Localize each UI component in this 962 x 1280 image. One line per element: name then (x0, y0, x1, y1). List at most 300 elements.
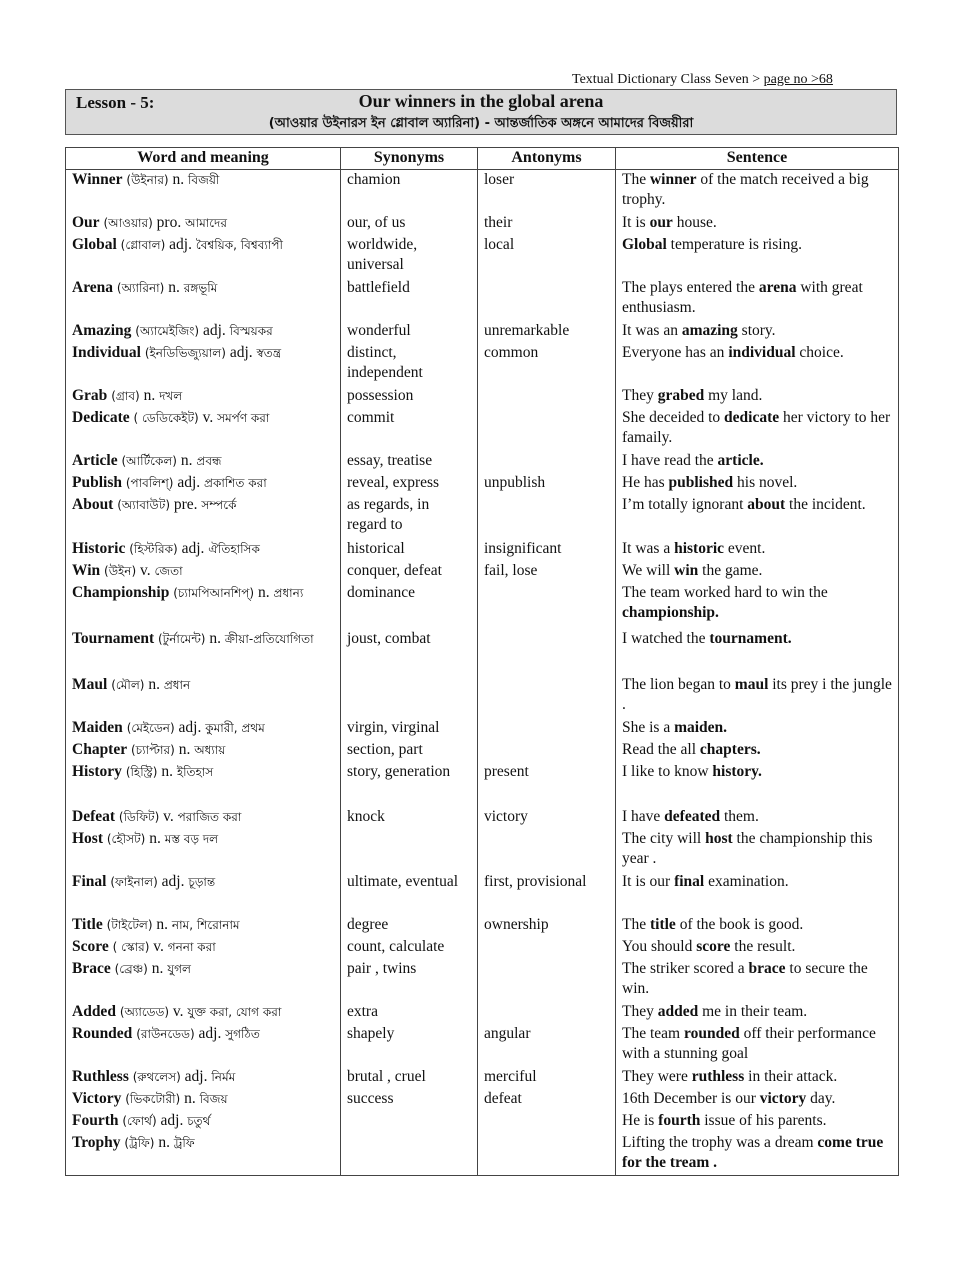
synonyms-cell: historical (341, 539, 478, 561)
headword: Publish (72, 473, 122, 491)
sentence-text: I have read the (622, 451, 718, 469)
sentence-text: her victory to her famaily. (622, 408, 891, 446)
bangla-meaning: ট্রফি (173, 1135, 195, 1150)
sentence-cell (616, 1067, 899, 1089)
vocabulary-table (65, 147, 899, 1176)
sentence-keyword: brace (748, 959, 786, 977)
sentence-keyword: dedicate (724, 408, 780, 426)
word-cell (66, 829, 341, 872)
sentence-cell (616, 561, 899, 583)
word-cell (66, 213, 341, 235)
sentence-text: He is (622, 1111, 659, 1129)
part-of-speech: n. (258, 583, 270, 601)
antonyms-cell: loser (478, 170, 616, 213)
table-row (66, 829, 899, 872)
pronunciation: (গ্লোবাল) (120, 237, 166, 252)
pronunciation: (রাউনডেড) (136, 1026, 195, 1041)
sentence-cell (616, 386, 899, 408)
sentence-keyword: Global (622, 235, 667, 253)
synonyms-cell: brutal , cruel (341, 1067, 478, 1089)
lesson-title: Our winners in the global arena (358, 91, 604, 111)
pronunciation: (মেইডেন) (126, 720, 175, 735)
antonyms-cell: ownership (478, 915, 616, 937)
sentence-text: They were (622, 1067, 692, 1085)
pronunciation: (হৌসট) (106, 831, 146, 846)
bangla-meaning: পরাজিত করা (177, 809, 242, 824)
sentence-cell (616, 473, 899, 495)
sentence-text: my land. (704, 386, 763, 404)
sentence-cell (616, 235, 899, 278)
sentence-text: The team worked hard to win the (622, 583, 828, 601)
table-row (66, 386, 899, 408)
antonyms-cell: victory (478, 807, 616, 829)
table-row (66, 872, 899, 915)
pronunciation: (রুথলেস) (132, 1069, 181, 1084)
part-of-speech: adj. (161, 872, 185, 890)
headword: Individual (72, 343, 141, 361)
antonyms-cell: unpublish (478, 473, 616, 495)
sentence-cell (616, 629, 899, 675)
table-row (66, 170, 899, 213)
antonyms-cell (478, 629, 616, 675)
sentence-keyword: published (668, 473, 734, 491)
word-cell (66, 235, 341, 278)
part-of-speech: n. (156, 915, 169, 933)
sentence-text: examination. (704, 872, 789, 890)
synonyms-cell: essay, treatise (341, 451, 478, 473)
synonyms-cell: knock (341, 807, 478, 829)
antonyms-cell (478, 386, 616, 408)
word-cell (66, 343, 341, 386)
pronunciation: (চ্যাপ্টার) (130, 742, 175, 757)
sentence-text: Everyone has an (622, 343, 729, 361)
sentence-text: Lifting the trophy was a dream (622, 1133, 818, 1151)
part-of-speech: v. (172, 1002, 184, 1020)
sentence-cell (616, 1089, 899, 1111)
word-cell (66, 762, 341, 807)
antonyms-cell (478, 718, 616, 740)
sentence-keyword: tournament. (709, 629, 792, 647)
synonyms-cell: virgin, virginal (341, 718, 478, 740)
word-cell (66, 386, 341, 408)
sentence-keyword: ruthless (691, 1067, 745, 1085)
sentence-keyword: article. (717, 451, 764, 469)
word-cell (66, 1024, 341, 1067)
part-of-speech: v. (153, 937, 164, 955)
bangla-meaning: বিস্ময়কর (229, 323, 273, 338)
sentence-keyword: maul (734, 675, 769, 693)
table-row (66, 561, 899, 583)
table-row (66, 915, 899, 937)
bangla-meaning: বিজয়ী (187, 173, 220, 187)
table-row (66, 1111, 899, 1133)
headword: Arena (72, 278, 114, 296)
pronunciation: (ইনডিভিজ্যুয়াল) (144, 345, 226, 360)
word-cell (66, 937, 341, 959)
sentence-text: them. (720, 807, 759, 825)
bangla-meaning: গননা করা (167, 939, 216, 954)
sentence-text: The striker scored a (622, 959, 749, 977)
bangla-meaning: চতুর্থ (187, 1113, 211, 1128)
bangla-meaning: সমর্পণ করা (217, 410, 270, 425)
table-row (66, 1002, 899, 1024)
table-row (66, 278, 899, 321)
word-cell (66, 718, 341, 740)
page-header-line (572, 72, 902, 88)
part-of-speech: n. (151, 959, 164, 977)
word-cell (66, 278, 341, 321)
table-row (66, 959, 899, 1002)
word-cell (66, 1089, 341, 1111)
antonyms-cell: common (478, 343, 616, 386)
sentence-text: temperature is rising. (666, 235, 802, 253)
table-row (66, 807, 899, 829)
sentence-keyword: added (657, 1002, 699, 1020)
headword: Article (72, 451, 118, 469)
headword: Title (72, 915, 103, 933)
synonyms-cell (341, 1133, 478, 1176)
sentence-keyword: historic (674, 539, 725, 557)
bangla-meaning: স্বতন্ত্র (256, 345, 282, 360)
synonyms-cell: ultimate, eventual (341, 872, 478, 915)
sentence-cell (616, 718, 899, 740)
headword: Host (72, 829, 103, 847)
headword: Win (72, 561, 101, 579)
synonyms-cell: conquer, defeat (341, 561, 478, 583)
pronunciation: (মৌল) (111, 677, 145, 692)
table-row (66, 629, 899, 675)
sentence-text: I like to know (622, 762, 713, 780)
part-of-speech: n. (148, 675, 160, 693)
sentence-cell (616, 1111, 899, 1133)
sentence-text: 16th December is our (622, 1089, 760, 1107)
antonyms-cell (478, 740, 616, 762)
sentence-text: Read the all (622, 740, 700, 758)
antonyms-cell: angular (478, 1024, 616, 1067)
antonyms-cell (478, 495, 616, 539)
sentence-text: event. (724, 539, 766, 557)
sentence-keyword: championship. (622, 603, 719, 621)
sentence-text: I watched the (622, 629, 710, 647)
headword: Final (72, 872, 107, 890)
sentence-keyword: grabed (657, 386, 705, 404)
sentence-text: It was an (622, 321, 682, 339)
word-cell (66, 539, 341, 561)
word-cell (66, 473, 341, 495)
antonyms-cell: first, provisional (478, 872, 616, 915)
sentence-cell (616, 959, 899, 1002)
antonyms-cell (478, 829, 616, 872)
part-of-speech: v. (202, 408, 214, 426)
bangla-meaning: আমাদের (185, 215, 227, 230)
antonyms-cell: merciful (478, 1067, 616, 1089)
sentence-cell (616, 762, 899, 807)
sentence-cell (616, 213, 899, 235)
sentence-keyword: host (705, 829, 733, 847)
headword: Maiden (72, 718, 123, 736)
sentence-text: off their performance with a stunning goal (622, 1024, 876, 1062)
synonyms-cell: dominance (341, 583, 478, 629)
bangla-meaning: প্রবন্ধ (196, 453, 222, 468)
headword: Trophy (72, 1133, 121, 1151)
headword: Amazing (72, 321, 132, 339)
sentence-text: The (622, 915, 650, 933)
synonyms-cell: commit (341, 408, 478, 451)
pronunciation: (আর্টিকেল) (121, 453, 177, 468)
part-of-speech: n. (143, 386, 156, 404)
part-of-speech: adj. (202, 321, 226, 339)
antonyms-cell (478, 583, 616, 629)
headword: Winner (72, 171, 123, 188)
sentence-cell (616, 495, 899, 539)
part-of-speech: n. (168, 278, 180, 296)
sentence-keyword: chapters. (699, 740, 761, 758)
table-row (66, 473, 899, 495)
sentence-keyword: arena (758, 278, 797, 296)
pronunciation: (হিস্ট্রি) (125, 764, 158, 779)
headword: Victory (72, 1089, 122, 1107)
pronunciation: (হিস্টরিক) (129, 541, 178, 556)
sentence-text: its prey i the jungle . (622, 675, 892, 713)
bangla-meaning: ঐতিহাসিক (208, 541, 260, 556)
antonyms-cell (478, 1133, 616, 1176)
part-of-speech: adj. (169, 235, 192, 253)
sentence-text: It was a (622, 539, 675, 557)
table-row (66, 1089, 899, 1111)
sentence-cell (616, 539, 899, 561)
sentence-keyword: victory (759, 1089, 807, 1107)
column-header-word: Word and meaning (66, 148, 341, 170)
sentence-text: with great enthusiasm. (622, 278, 863, 316)
synonyms-cell: distinct, independent (341, 343, 478, 386)
sentence-text: of the book is good. (675, 915, 804, 933)
sentence-cell (616, 451, 899, 473)
bangla-meaning: নির্মম (211, 1069, 236, 1084)
table-row (66, 321, 899, 343)
part-of-speech: n. (180, 451, 193, 469)
page-number: page no >68 (763, 72, 833, 87)
pronunciation: (টুর্নামেন্ট) (157, 631, 206, 646)
antonyms-cell: unremarkable (478, 321, 616, 343)
pronunciation: (অ্যাবাউট) (117, 497, 170, 512)
sentence-text: the incident. (785, 495, 866, 513)
pronunciation: (টাইটেল) (106, 917, 153, 932)
word-cell (66, 959, 341, 1002)
synonyms-cell: count, calculate (341, 937, 478, 959)
column-header-synonyms: Synonyms (341, 148, 478, 170)
part-of-speech: adj. (184, 1067, 208, 1085)
headword: Score (72, 937, 109, 955)
sentence-text: It is our (622, 872, 675, 890)
sentence-cell (616, 343, 899, 386)
sentence-text: house. (672, 213, 717, 231)
sentence-text: The team (622, 1024, 684, 1042)
table-row (66, 740, 899, 762)
pronunciation: (পাবলিশ্) (125, 475, 174, 490)
antonyms-cell (478, 451, 616, 473)
sentence-keyword: history. (712, 762, 762, 780)
sentence-text: They (622, 1002, 658, 1020)
sentence-text: story. (737, 321, 776, 339)
book-reference: Textual Dictionary Class Seven > (572, 72, 761, 87)
headword: Added (72, 1002, 116, 1020)
bangla-meaning: দখল (159, 388, 183, 403)
part-of-speech: adj. (181, 539, 205, 557)
headword: Fourth (72, 1111, 119, 1129)
table-row (66, 1024, 899, 1067)
bangla-meaning: মস্ত বড় দল (164, 831, 219, 846)
sentence-keyword: about (747, 495, 786, 513)
part-of-speech: n. (172, 171, 185, 188)
sentence-cell (616, 915, 899, 937)
antonyms-cell (478, 1002, 616, 1024)
word-cell (66, 675, 341, 718)
table-row (66, 937, 899, 959)
table-row (66, 408, 899, 451)
pronunciation: (ফাইনাল) (110, 874, 158, 889)
sentence-keyword: our (649, 213, 673, 231)
sentence-text: I’m totally ignorant (622, 495, 748, 513)
pronunciation: (ব্রেঞ্চ) (114, 961, 148, 976)
synonyms-cell: worldwide, universal (341, 235, 478, 278)
part-of-speech: n. (184, 1089, 196, 1107)
part-of-speech: n. (149, 829, 161, 847)
table-row (66, 539, 899, 561)
bangla-meaning: প্রধান (163, 677, 191, 692)
sentence-cell (616, 1133, 899, 1176)
sentence-cell (616, 278, 899, 321)
synonyms-cell (341, 675, 478, 718)
lesson-banner (65, 89, 897, 135)
headword: History (72, 762, 122, 780)
sentence-cell (616, 408, 899, 451)
sentence-text: day. (806, 1089, 836, 1107)
sentence-text: his novel. (733, 473, 798, 491)
word-cell (66, 629, 341, 675)
sentence-keyword: rounded (683, 1024, 740, 1042)
antonyms-cell (478, 408, 616, 451)
sentence-cell (616, 872, 899, 915)
table-row (66, 675, 899, 718)
antonyms-cell: their (478, 213, 616, 235)
sentence-text: the result. (730, 937, 796, 955)
pronunciation: (ট্রফি) (124, 1135, 155, 1150)
sentence-text: the game. (698, 561, 763, 579)
sentence-cell (616, 937, 899, 959)
antonyms-cell (478, 278, 616, 321)
table-row (66, 1067, 899, 1089)
pronunciation: ( ডেডিকেইট) (133, 410, 199, 425)
pronunciation: (আওয়ার) (103, 215, 153, 230)
sentence-text: She is a (622, 718, 675, 736)
synonyms-cell: as regards, in regard to (341, 495, 478, 539)
pronunciation: ( স্কোর) (112, 939, 150, 954)
sentence-keyword: fourth (658, 1111, 701, 1129)
headword: Tournament (72, 629, 155, 647)
table-header-row (66, 148, 899, 170)
sentence-keyword: maiden. (674, 718, 728, 736)
bangla-meaning: কুমারী, প্রথম (205, 720, 265, 735)
part-of-speech: n. (178, 740, 191, 758)
sentence-text: You should (622, 937, 697, 955)
headword: Our (72, 213, 100, 231)
table-row (66, 1133, 899, 1176)
sentence-cell (616, 1002, 899, 1024)
sentence-text: It is (622, 213, 650, 231)
word-cell (66, 451, 341, 473)
pronunciation: (উইনার) (126, 173, 169, 187)
headword: Dedicate (72, 408, 130, 426)
part-of-speech: adj. (178, 718, 202, 736)
column-header-antonyms: Antonyms (478, 148, 616, 170)
sentence-text: They (622, 386, 658, 404)
headword: Rounded (72, 1024, 133, 1042)
sentence-keyword: amazing (681, 321, 738, 339)
bangla-meaning: যুগল (167, 961, 191, 976)
part-of-speech: adj. (229, 343, 253, 361)
sentence-text: We will (622, 561, 675, 579)
bangla-meaning: সুগঠিত (225, 1026, 260, 1041)
bangla-meaning: প্রধান্য (273, 585, 304, 600)
headword: Defeat (72, 807, 116, 825)
word-cell (66, 561, 341, 583)
bangla-meaning: জেতা (154, 563, 183, 578)
sentence-text: me in their team. (698, 1002, 808, 1020)
sentence-cell (616, 583, 899, 629)
part-of-speech: adj. (160, 1111, 184, 1129)
word-cell (66, 408, 341, 451)
bangla-meaning: নাম, শিরোনাম (171, 917, 240, 932)
word-cell (66, 1002, 341, 1024)
headword: Grab (72, 386, 108, 404)
bangla-meaning: অধ্যায় (194, 742, 226, 757)
synonyms-cell: extra (341, 1002, 478, 1024)
part-of-speech: v. (140, 561, 151, 579)
synonyms-cell (341, 829, 478, 872)
antonyms-cell (478, 675, 616, 718)
headword: Championship (72, 583, 170, 601)
sentence-keyword: title (649, 915, 676, 933)
synonyms-cell: wonderful (341, 321, 478, 343)
pronunciation: (ডিফিট) (118, 809, 160, 824)
word-cell (66, 1111, 341, 1133)
headword: About (72, 495, 114, 513)
bangla-meaning: প্রকাশিত করা (204, 475, 267, 490)
sentence-text: She deceided to (622, 408, 725, 426)
pronunciation: (অ্যাডেড) (119, 1004, 170, 1019)
sentence-keyword: individual (728, 343, 796, 361)
sentence-keyword: winner (649, 171, 697, 188)
synonyms-cell: chamion (341, 170, 478, 213)
word-cell (66, 170, 341, 213)
bangla-meaning: ক্রীয়া-প্রতিযোগিতা (224, 631, 314, 646)
column-header-sentence: Sentence (616, 148, 899, 170)
table-row (66, 343, 899, 386)
synonyms-cell: joust, combat (341, 629, 478, 675)
sentence-text: The plays entered the (622, 278, 759, 296)
synonyms-cell: pair , twins (341, 959, 478, 1002)
headword: Chapter (72, 740, 128, 758)
antonyms-cell: present (478, 762, 616, 807)
sentence-text: The (622, 171, 650, 188)
sentence-text: to secure the win. (622, 959, 868, 997)
table-row (66, 451, 899, 473)
part-of-speech: adj. (177, 473, 201, 491)
word-cell (66, 807, 341, 829)
table-row (66, 213, 899, 235)
pronunciation: (চ্যামপিআনশিপ্) (173, 585, 255, 600)
pronunciation: (ভিকটোরী) (125, 1091, 181, 1106)
